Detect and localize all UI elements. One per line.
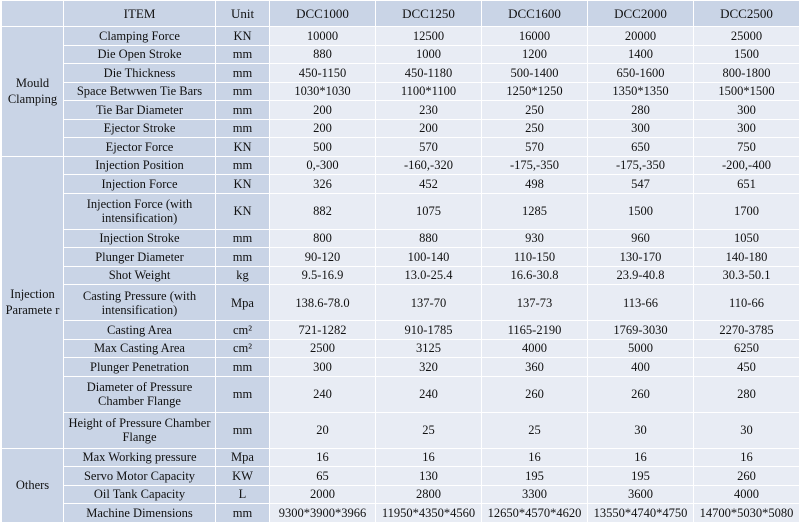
row-value: 280 [588, 101, 694, 120]
row-item-label: Plunger Diameter [64, 248, 216, 267]
row-value: 1200 [482, 45, 588, 64]
table-row [2, 376, 800, 412]
row-unit: mm [216, 156, 270, 175]
row-value: 930 [482, 229, 588, 248]
table-row [2, 45, 800, 64]
row-value: 25 [376, 412, 482, 448]
row-value: 110-66 [694, 285, 800, 321]
row-unit: mm [216, 82, 270, 101]
row-value: 300 [694, 119, 800, 138]
row-value: 1400 [588, 45, 694, 64]
row-value: 110-150 [482, 248, 588, 267]
row-value: 1350*1350 [588, 82, 694, 101]
row-value: 200 [376, 119, 482, 138]
group-label: Injection Paramete r [2, 156, 64, 448]
row-value: 650-1600 [588, 64, 694, 83]
row-value: 140-180 [694, 248, 800, 267]
row-value: 30 [588, 412, 694, 448]
row-value: 16 [482, 448, 588, 467]
row-value: 195 [588, 467, 694, 486]
row-value: 240 [270, 376, 376, 412]
row-unit: mm [216, 376, 270, 412]
row-unit: KN [216, 138, 270, 157]
row-value: 100-140 [376, 248, 482, 267]
row-item-label: Diameter of Pressure Chamber Flange [64, 376, 216, 412]
row-item-label: Injection Position [64, 156, 216, 175]
row-value: 113-66 [588, 285, 694, 321]
group-label: Mould Clamping [2, 27, 64, 157]
table-row [2, 156, 800, 175]
table-row [2, 119, 800, 138]
row-value: -160,-320 [376, 156, 482, 175]
row-value: 300 [694, 101, 800, 120]
row-value: 0,-300 [270, 156, 376, 175]
row-value: -200,-400 [694, 156, 800, 175]
row-item-label: Ejector Stroke [64, 119, 216, 138]
row-item-label: Clamping Force [64, 27, 216, 46]
row-unit: Mpa [216, 448, 270, 467]
row-item-label: Shot Weight [64, 266, 216, 285]
row-value: 30 [694, 412, 800, 448]
row-value: 6250 [694, 339, 800, 358]
row-value: 90-120 [270, 248, 376, 267]
row-value: 400 [588, 358, 694, 377]
row-value: 500 [270, 138, 376, 157]
header-blank [2, 1, 64, 27]
row-value: 2800 [376, 485, 482, 504]
row-value: 1500 [588, 193, 694, 229]
row-value: 1075 [376, 193, 482, 229]
row-value: 13550*4740*4750 [588, 504, 694, 523]
row-unit: mm [216, 248, 270, 267]
row-value: 547 [588, 175, 694, 194]
row-value: 138.6-78.0 [270, 285, 376, 321]
row-value: 3125 [376, 339, 482, 358]
row-value: 1000 [376, 45, 482, 64]
table-row [2, 485, 800, 504]
row-value: -175,-350 [482, 156, 588, 175]
row-value: -175,-350 [588, 156, 694, 175]
table-row [2, 448, 800, 467]
row-unit: cm² [216, 321, 270, 340]
header-model: DCC2000 [588, 1, 694, 27]
table-row [2, 82, 800, 101]
table-row [2, 64, 800, 83]
header-model: DCC1250 [376, 1, 482, 27]
table-row [2, 412, 800, 448]
row-value: 800 [270, 229, 376, 248]
row-value: 250 [482, 101, 588, 120]
row-unit: mm [216, 64, 270, 83]
spec-table [1, 0, 800, 523]
row-value: 360 [482, 358, 588, 377]
row-value: 1769-3030 [588, 321, 694, 340]
row-value: 880 [376, 229, 482, 248]
row-value: 137-70 [376, 285, 482, 321]
table-row [2, 175, 800, 194]
row-item-label: Servo Motor Capacity [64, 467, 216, 486]
row-value: 450 [694, 358, 800, 377]
row-value: 1050 [694, 229, 800, 248]
row-value: 960 [588, 229, 694, 248]
header-model: DCC1600 [482, 1, 588, 27]
row-value: 5000 [588, 339, 694, 358]
row-unit: mm [216, 504, 270, 523]
row-value: 450-1180 [376, 64, 482, 83]
row-value: 1700 [694, 193, 800, 229]
row-item-label: Die Thickness [64, 64, 216, 83]
row-value: 882 [270, 193, 376, 229]
row-value: 230 [376, 101, 482, 120]
row-item-label: Max Casting Area [64, 339, 216, 358]
row-value: 16 [270, 448, 376, 467]
header-row [2, 1, 800, 27]
row-value: 2270-3785 [694, 321, 800, 340]
row-value: 16000 [482, 27, 588, 46]
row-value: 1500 [694, 45, 800, 64]
row-value: 9.5-16.9 [270, 266, 376, 285]
row-unit: mm [216, 229, 270, 248]
row-unit: kg [216, 266, 270, 285]
row-value: 13.0-25.4 [376, 266, 482, 285]
group-label: Others [2, 448, 64, 522]
row-value: 130-170 [588, 248, 694, 267]
row-value: 12500 [376, 27, 482, 46]
row-unit: L [216, 485, 270, 504]
row-unit: Mpa [216, 285, 270, 321]
row-unit: cm² [216, 339, 270, 358]
row-value: 65 [270, 467, 376, 486]
row-item-label: Injection Stroke [64, 229, 216, 248]
row-unit: KN [216, 27, 270, 46]
row-item-label: Casting Area [64, 321, 216, 340]
row-value: 260 [694, 467, 800, 486]
row-value: 3300 [482, 485, 588, 504]
row-value: 910-1785 [376, 321, 482, 340]
row-value: 1285 [482, 193, 588, 229]
row-item-label: Casting Pressure (with intensification) [64, 285, 216, 321]
row-value: 260 [482, 376, 588, 412]
row-item-label: Ejector Force [64, 138, 216, 157]
row-value: 750 [694, 138, 800, 157]
row-value: 9300*3900*3966 [270, 504, 376, 523]
header-model: DCC2500 [694, 1, 800, 27]
table-row [2, 321, 800, 340]
row-item-label: Injection Force [64, 175, 216, 194]
row-value: 195 [482, 467, 588, 486]
row-value: 880 [270, 45, 376, 64]
row-value: 25 [482, 412, 588, 448]
row-value: 1165-2190 [482, 321, 588, 340]
row-value: 721-1282 [270, 321, 376, 340]
row-value: 1250*1250 [482, 82, 588, 101]
row-value: 1500*1500 [694, 82, 800, 101]
table-row [2, 101, 800, 120]
row-value: 16 [376, 448, 482, 467]
row-item-label: Height of Pressure Chamber Flange [64, 412, 216, 448]
row-unit: mm [216, 412, 270, 448]
spec-body [2, 27, 800, 523]
row-unit: KW [216, 467, 270, 486]
row-item-label: Machine Dimensions [64, 504, 216, 523]
row-value: 130 [376, 467, 482, 486]
row-value: 11950*4350*4560 [376, 504, 482, 523]
table-row [2, 285, 800, 321]
row-value: 570 [482, 138, 588, 157]
row-unit: KN [216, 175, 270, 194]
row-item-label: Die Open Stroke [64, 45, 216, 64]
header-model: DCC1000 [270, 1, 376, 27]
row-value: 280 [694, 376, 800, 412]
row-value: 3600 [588, 485, 694, 504]
table-row [2, 339, 800, 358]
row-value: 2500 [270, 339, 376, 358]
table-row [2, 193, 800, 229]
row-value: 25000 [694, 27, 800, 46]
row-item-label: Tie Bar Diameter [64, 101, 216, 120]
table-row [2, 248, 800, 267]
table-row [2, 229, 800, 248]
table-row [2, 27, 800, 46]
row-unit: KN [216, 193, 270, 229]
row-value: 450-1150 [270, 64, 376, 83]
row-item-label: Plunger Penetration [64, 358, 216, 377]
table-row [2, 504, 800, 523]
row-item-label: Space Betwwen Tie Bars [64, 82, 216, 101]
row-value: 4000 [694, 485, 800, 504]
row-value: 200 [270, 101, 376, 120]
row-value: 800-1800 [694, 64, 800, 83]
row-value: 498 [482, 175, 588, 194]
row-item-label: Max Working pressure [64, 448, 216, 467]
row-value: 12650*4570*4620 [482, 504, 588, 523]
row-value: 16.6-30.8 [482, 266, 588, 285]
row-unit: mm [216, 101, 270, 120]
row-unit: mm [216, 45, 270, 64]
row-value: 500-1400 [482, 64, 588, 83]
row-value: 320 [376, 358, 482, 377]
row-value: 326 [270, 175, 376, 194]
row-value: 650 [588, 138, 694, 157]
row-item-label: Oil Tank Capacity [64, 485, 216, 504]
row-value: 137-73 [482, 285, 588, 321]
row-value: 4000 [482, 339, 588, 358]
row-value: 20 [270, 412, 376, 448]
row-value: 200 [270, 119, 376, 138]
row-value: 2000 [270, 485, 376, 504]
row-unit: mm [216, 358, 270, 377]
row-unit: mm [216, 119, 270, 138]
row-value: 10000 [270, 27, 376, 46]
row-value: 30.3-50.1 [694, 266, 800, 285]
table-row [2, 138, 800, 157]
row-value: 20000 [588, 27, 694, 46]
table-row [2, 358, 800, 377]
row-value: 300 [270, 358, 376, 377]
row-value: 14700*5030*5080 [694, 504, 800, 523]
row-value: 16 [588, 448, 694, 467]
row-value: 1100*1100 [376, 82, 482, 101]
row-value: 300 [588, 119, 694, 138]
row-value: 23.9-40.8 [588, 266, 694, 285]
header-unit: Unit [216, 1, 270, 27]
row-item-label: Injection Force (with intensification) [64, 193, 216, 229]
table-row [2, 266, 800, 285]
row-value: 240 [376, 376, 482, 412]
row-value: 452 [376, 175, 482, 194]
row-value: 651 [694, 175, 800, 194]
row-value: 570 [376, 138, 482, 157]
header-item: ITEM [64, 1, 216, 27]
row-value: 260 [588, 376, 694, 412]
row-value: 250 [482, 119, 588, 138]
row-value: 16 [694, 448, 800, 467]
row-value: 1030*1030 [270, 82, 376, 101]
table-row [2, 467, 800, 486]
